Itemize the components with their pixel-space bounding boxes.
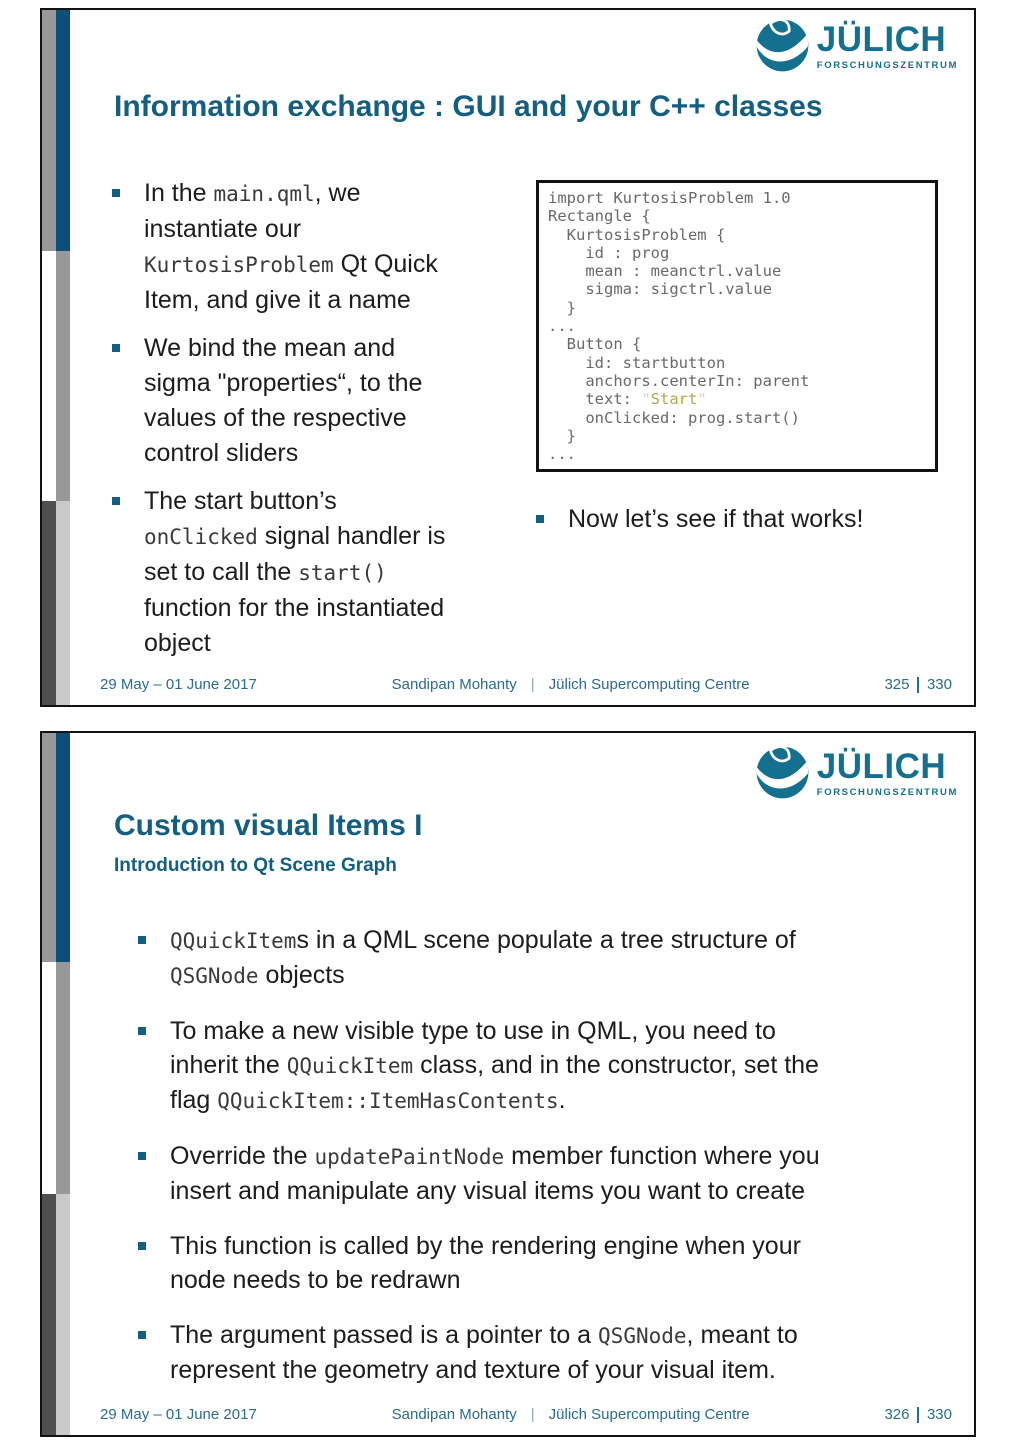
bullet-marker-icon: [112, 344, 120, 352]
footer-author: Sandipan Mohanty: [391, 676, 517, 693]
logo-brand-text: JÜLICH: [816, 20, 947, 59]
bullet-list: [138, 923, 844, 1408]
julich-logo: [755, 745, 958, 800]
code-block: [536, 180, 938, 472]
sidebar-segment-middle: [42, 251, 70, 501]
code-line: id : prog: [548, 243, 670, 262]
sidebar-segment-top: [42, 10, 70, 251]
code-line: KurtosisProblem {: [548, 225, 726, 244]
slide-title: Information exchange : GUI and your C++ classes: [114, 90, 823, 123]
footer-separator: |: [530, 676, 535, 693]
footer-author: Sandipan Mohanty: [391, 1406, 517, 1423]
slide-footer: [100, 676, 952, 693]
julich-logo-icon: [755, 745, 810, 800]
code-line: id: startbutton: [548, 353, 726, 372]
logo-subtitle-text: FORSCHUNGSZENTRUM: [816, 60, 958, 71]
footer-institute: Jülich Supercomputing Centre: [548, 1406, 750, 1423]
bullet-item: [112, 331, 454, 471]
sidebar-segment-bottom: [42, 501, 70, 705]
slide-page-326: [40, 731, 976, 1437]
sidebar-segment-bottom: [42, 1194, 70, 1435]
footer-separator: |: [530, 1406, 535, 1423]
bullet-text: We bind the mean and sigma "properties“, to the values of the respective control sliders: [144, 334, 423, 467]
bullet-text: Now let’s see if that works!: [568, 505, 864, 534]
sidebar-segment-middle: [42, 962, 70, 1194]
bullet-marker-icon: [138, 936, 146, 944]
bullet-text: This function is called by the rendering engine when your node needs to be redrawn: [170, 1232, 801, 1294]
code-line: onClicked: prog.start(): [548, 408, 800, 427]
bullet-text: The argument passed is a pointer to a QSGNode, meant to represent the geometry and texture of your visual item.: [170, 1321, 798, 1384]
bullet-marker-icon: [112, 497, 120, 505]
footer-total-pages: 330: [926, 676, 952, 693]
bullet-item: [138, 1139, 844, 1208]
bullet-list: [536, 502, 938, 537]
code-line: mean : meanctrl.value: [548, 262, 782, 281]
julich-logo: [755, 18, 958, 73]
footer-page-indicator: [884, 676, 952, 693]
sidebar-segment-top: [42, 733, 70, 962]
bullet-text: The start button’s onClicked signal handler is set to call the start() function for the instantiated object: [144, 487, 446, 657]
slide-subtitle: Introduction to Qt Scene Graph: [114, 855, 397, 876]
code-line: }: [548, 426, 576, 445]
footer-total-pages: 330: [926, 1406, 952, 1423]
bullet-list: [112, 176, 454, 661]
code-line: ...: [548, 317, 576, 336]
bullet-marker-icon: [138, 1152, 146, 1160]
bullet-marker-icon: [536, 515, 544, 523]
slide-title: Custom visual Items I: [114, 809, 423, 842]
page-separator-bar: [917, 677, 919, 693]
footer-page-number: 325: [884, 676, 910, 693]
code-line: Button {: [548, 335, 642, 354]
code-line: import KurtosisProblem 1.0: [548, 189, 791, 207]
julich-logo-icon: [755, 18, 810, 73]
bullet-item: [138, 923, 844, 993]
footer-date: 29 May – 01 June 2017: [100, 1406, 257, 1423]
code-line: text: "Start": [548, 390, 707, 409]
footer-author-institute: [257, 1406, 885, 1423]
logo-brand-text: JÜLICH: [816, 747, 947, 786]
code-line: Rectangle {: [548, 207, 651, 226]
bullet-item: [138, 1229, 844, 1297]
footer-author-institute: [257, 676, 885, 693]
bullet-item: [536, 502, 938, 537]
slide-body-left-column: [112, 176, 454, 674]
bullet-item: [138, 1318, 844, 1387]
bullet-marker-icon: [138, 1027, 146, 1035]
code-line: anchors.centerIn: parent: [548, 371, 810, 390]
bullet-text: Override the updatePaintNode member function where you insert and manipulate any visual items you want to create: [170, 1142, 820, 1205]
bullet-marker-icon: [138, 1331, 146, 1339]
bullet-text: In the main.qml, we instantiate our KurtosisProblem Qt Quick Item, and give it a name: [144, 179, 438, 314]
code-line: sigma: sigctrl.value: [548, 280, 772, 299]
slide-body-right-column: [536, 180, 938, 550]
bullet-item: [138, 1014, 844, 1118]
bullet-marker-icon: [138, 1242, 146, 1250]
page-separator-bar: [917, 1407, 919, 1423]
footer-page-indicator: [884, 1406, 952, 1423]
bullet-marker-icon: [112, 189, 120, 197]
bullet-text: To make a new visible type to use in QML, you need to inherit the QQuickItem class, and in the constructor, set the flag QQuickItem::ItemHasContents.: [170, 1017, 819, 1114]
bullet-item: [112, 176, 454, 318]
footer-page-number: 326: [884, 1406, 910, 1423]
slide-progress-sidebar: [42, 10, 70, 705]
bullet-item: [112, 484, 454, 661]
code-line: }: [548, 298, 576, 317]
slide-progress-sidebar: [42, 733, 70, 1435]
slide-page-325: [40, 8, 976, 707]
footer-institute: Jülich Supercomputing Centre: [548, 676, 750, 693]
code-line: ...: [548, 445, 576, 464]
logo-subtitle-text: FORSCHUNGSZENTRUM: [816, 787, 958, 798]
slide-footer: [100, 1406, 952, 1423]
footer-date: 29 May – 01 June 2017: [100, 676, 257, 693]
bullet-text: QQuickItems in a QML scene populate a tree structure of QSGNode objects: [170, 926, 796, 989]
